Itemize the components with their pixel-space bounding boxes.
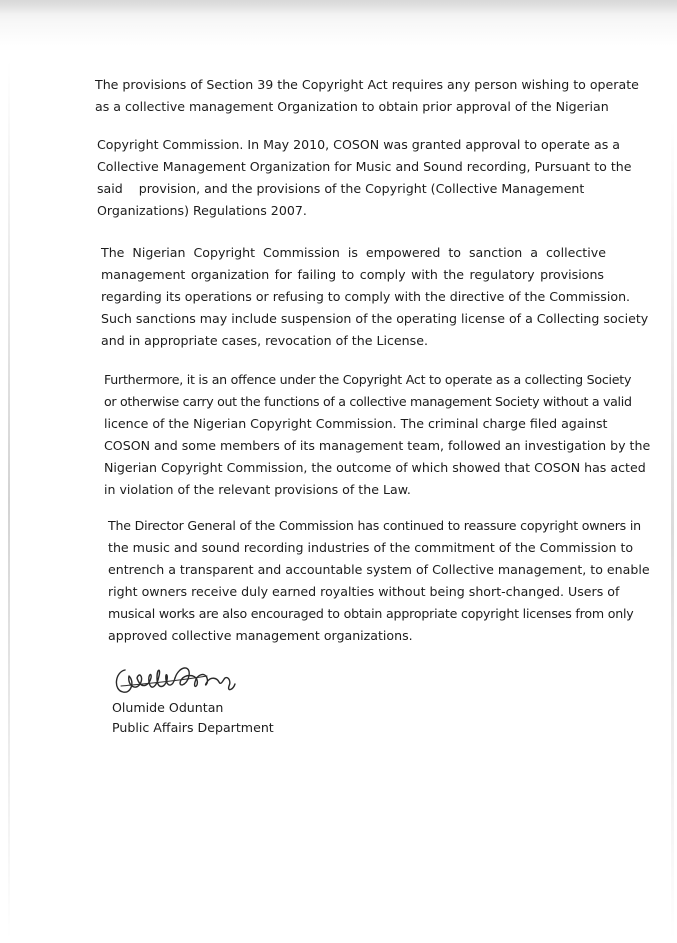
- text-line: management organization for failing to comply with the regulatory provisions: [101, 267, 604, 282]
- text-line: musical works are also encouraged to obtain appropriate copyright licenses from only: [108, 606, 634, 621]
- paragraph-approval-requirement: [95, 74, 648, 118]
- page-top-shadow: [0, 0, 677, 14]
- text-line: said provision, and the provisions of the Copyright (Collective Management: [97, 181, 585, 196]
- page-left-edge: [8, 60, 10, 940]
- paragraph-coson-approval: [97, 134, 650, 222]
- page-right-edge: [671, 120, 674, 940]
- text-line: approved collective management organizations.: [108, 628, 413, 643]
- text-line: The provisions of Section 39 the Copyright Act requires any person wishing to operate: [95, 77, 639, 92]
- text-line: The Director General of the Commission has continued to reassure copyright owners in: [108, 518, 641, 533]
- paragraph-offence: [104, 369, 657, 501]
- text-line: regarding its operations or refusing to comply with the directive of the Commission.: [101, 289, 631, 304]
- handwritten-signature: [111, 656, 241, 700]
- text-line: The Nigerian Copyright Commission is empowered to sanction a collective: [101, 245, 606, 260]
- paragraph-sanction-powers: [101, 242, 654, 352]
- text-line: and in appropriate cases, revocation of the License.: [101, 333, 428, 348]
- text-line: Furthermore, it is an offence under the Copyright Act to operate as a collecting Society: [104, 372, 632, 387]
- text-line: Collective Management Organization for Music and Sound recording, Pursuant to the: [97, 159, 632, 174]
- text-line: or otherwise carry out the functions of a collective management Society without a valid: [104, 394, 632, 409]
- text-line: the music and sound recording industries of the commitment of the Commission to: [108, 540, 634, 555]
- text-line: in violation of the relevant provisions of the Law.: [104, 482, 411, 497]
- text-line: Nigerian Copyright Commission, the outcome of which showed that COSON has acted: [104, 460, 646, 475]
- text-line: entrench a transparent and accountable system of Collective management, to enable: [108, 562, 650, 577]
- text-line: as a collective management Organization to obtain prior approval of the Nigerian: [95, 99, 609, 114]
- text-line: Such sanctions may include suspension of the operating license of a Collecting society: [101, 311, 649, 326]
- signatory-department: Public Affairs Department: [112, 720, 274, 735]
- paragraph-director-general: [108, 515, 661, 647]
- text-line: COSON and some members of its management team, followed an investigation by the: [104, 438, 651, 453]
- text-line: Copyright Commission. In May 2010, COSON was granted approval to operate as a: [97, 137, 621, 152]
- signatory-name: Olumide Oduntan: [112, 700, 224, 715]
- text-line: Organizations) Regulations 2007.: [97, 203, 307, 218]
- text-line: right owners receive duly earned royalties without being short-changed. Users of: [108, 584, 620, 599]
- text-line: licence of the Nigerian Copyright Commission. The criminal charge filed against: [104, 416, 608, 431]
